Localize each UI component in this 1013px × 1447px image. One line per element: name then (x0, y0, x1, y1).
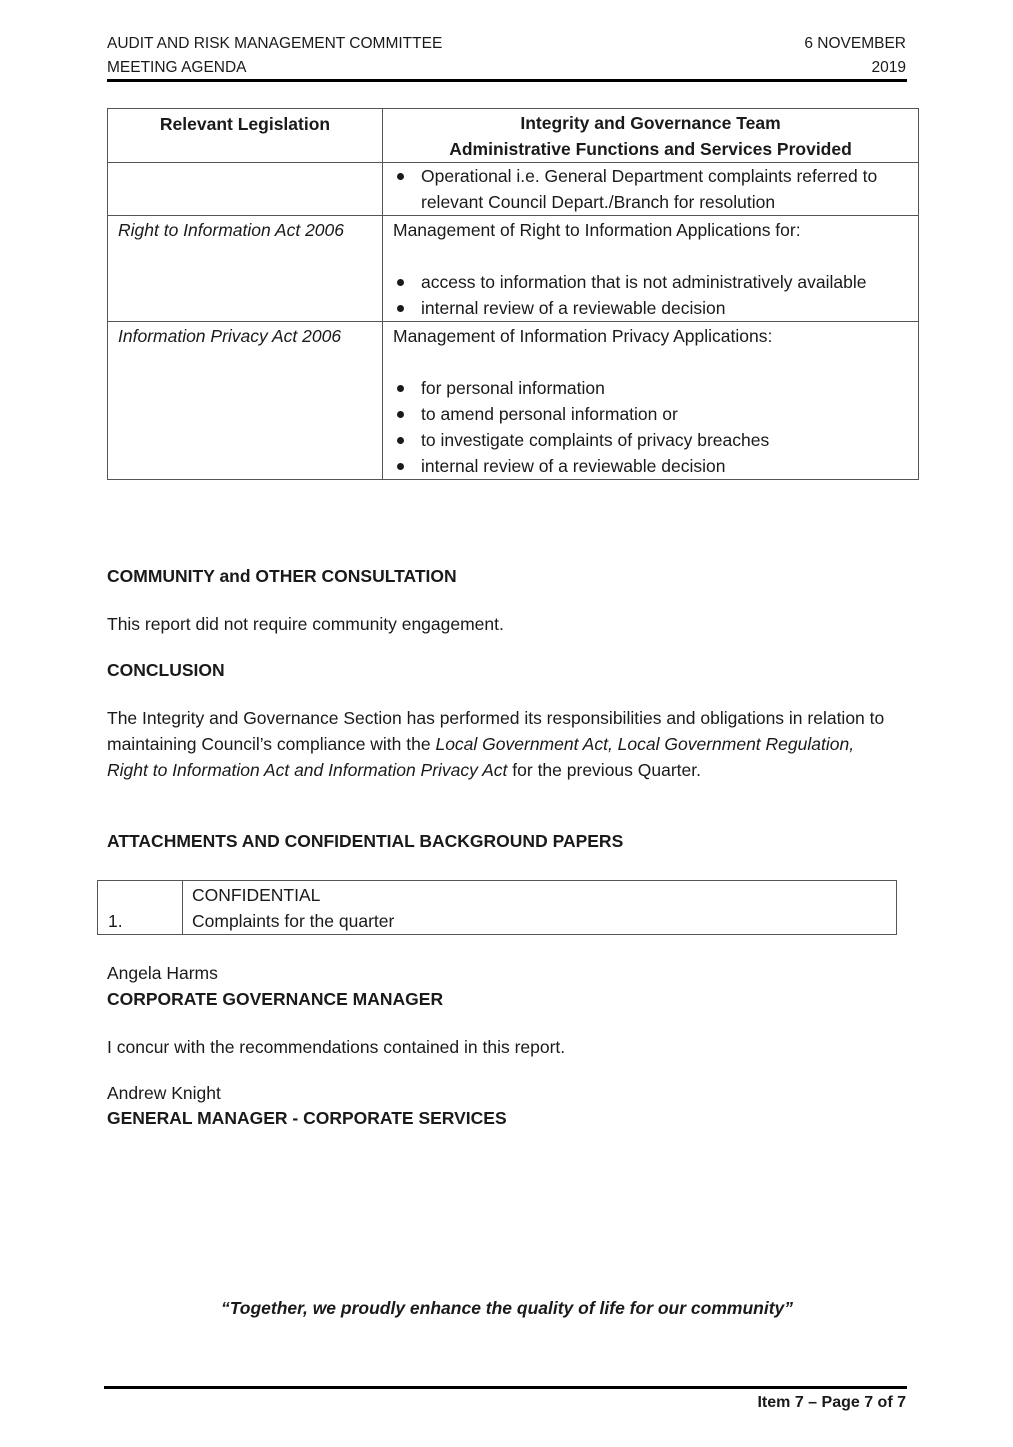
legislation-cell (108, 163, 383, 216)
meeting-year: 2019 (871, 59, 906, 76)
bullet-list (383, 163, 918, 215)
legislation-cell: Right to Information Act 2006 (108, 216, 383, 322)
agenda-title: MEETING AGENDA (107, 59, 247, 76)
conclusion-heading: CONCLUSION (107, 660, 225, 680)
attachments-table (97, 880, 897, 935)
concur-statement: I concur with the recommendations contained in this report. (107, 1037, 566, 1057)
attachment-label: CONFIDENTIAL (192, 885, 321, 905)
meeting-date: 6 NOVEMBER (804, 35, 906, 52)
list-item: for personal information (383, 375, 918, 401)
list-item: access to information that is not administratively available (383, 269, 918, 295)
attachment-description: Complaints for the quarter (192, 911, 395, 931)
table-row (108, 216, 919, 322)
committee-title: AUDIT AND RISK MANAGEMENT COMMITTEE (107, 35, 443, 52)
header-left (107, 32, 442, 80)
legislation-list: Local Government Act, Local Government Regulation, Right to Information Act and Information Privacy Act (107, 734, 855, 780)
page-number: Item 7 – Page 7 of 7 (757, 1394, 906, 1411)
functions-intro: Management of Information Privacy Applications: (393, 326, 773, 346)
table-row (98, 881, 897, 935)
approver-name: Andrew Knight (107, 1083, 221, 1103)
functions-cell (383, 216, 919, 322)
attachment-number: 1. (98, 881, 183, 935)
legislation-cell: Information Privacy Act 2006 (108, 322, 383, 480)
attachment-link[interactable] (183, 881, 897, 935)
council-motto: “Together, we proudly enhance the quality of life for our community” (220, 1298, 794, 1318)
attachments-heading: ATTACHMENTS AND CONFIDENTIAL BACKGROUND PAPERS (107, 831, 624, 851)
author-name: Angela Harms (107, 963, 218, 983)
footer-divider (104, 1386, 907, 1389)
bullet-list (383, 269, 918, 321)
consultation-heading: COMMUNITY and OTHER CONSULTATION (107, 566, 457, 586)
list-item: to investigate complaints of privacy breaches (383, 427, 918, 453)
author-title: CORPORATE GOVERNANCE MANAGER (107, 989, 444, 1009)
list-item: Operational i.e. General Department complaints referred to relevant Council Depart./Branch for resolution (383, 163, 918, 215)
functions-cell (383, 163, 919, 216)
table-row (108, 322, 919, 480)
functions-intro: Management of Right to Information Applications for: (393, 220, 801, 240)
bullet-list (383, 375, 918, 479)
approver-title: GENERAL MANAGER - CORPORATE SERVICES (107, 1108, 507, 1128)
conclusion-text: The Integrity and Governance Section has performed its responsibilities and obligations in relation to maintaining Council’s compliance with the Local Government Act, Local Government Regulation, Right to Information Act and Information Privacy Act for the previous Quarter. (107, 708, 885, 780)
list-item: internal review of a reviewable decision (383, 453, 918, 479)
list-item: to amend personal information or (383, 401, 918, 427)
header-divider (107, 79, 907, 82)
col-functions-header: Integrity and Governance Team Administrative Functions and Services Provided (383, 109, 919, 163)
table-header-row (108, 109, 919, 163)
table-row (108, 163, 919, 216)
header-right (700, 32, 906, 80)
col-legislation-header: Relevant Legislation (108, 109, 383, 163)
list-item: internal review of a reviewable decision (383, 295, 918, 321)
consultation-text: This report did not require community engagement. (107, 614, 504, 634)
legislation-table (107, 108, 919, 480)
functions-cell (383, 322, 919, 480)
